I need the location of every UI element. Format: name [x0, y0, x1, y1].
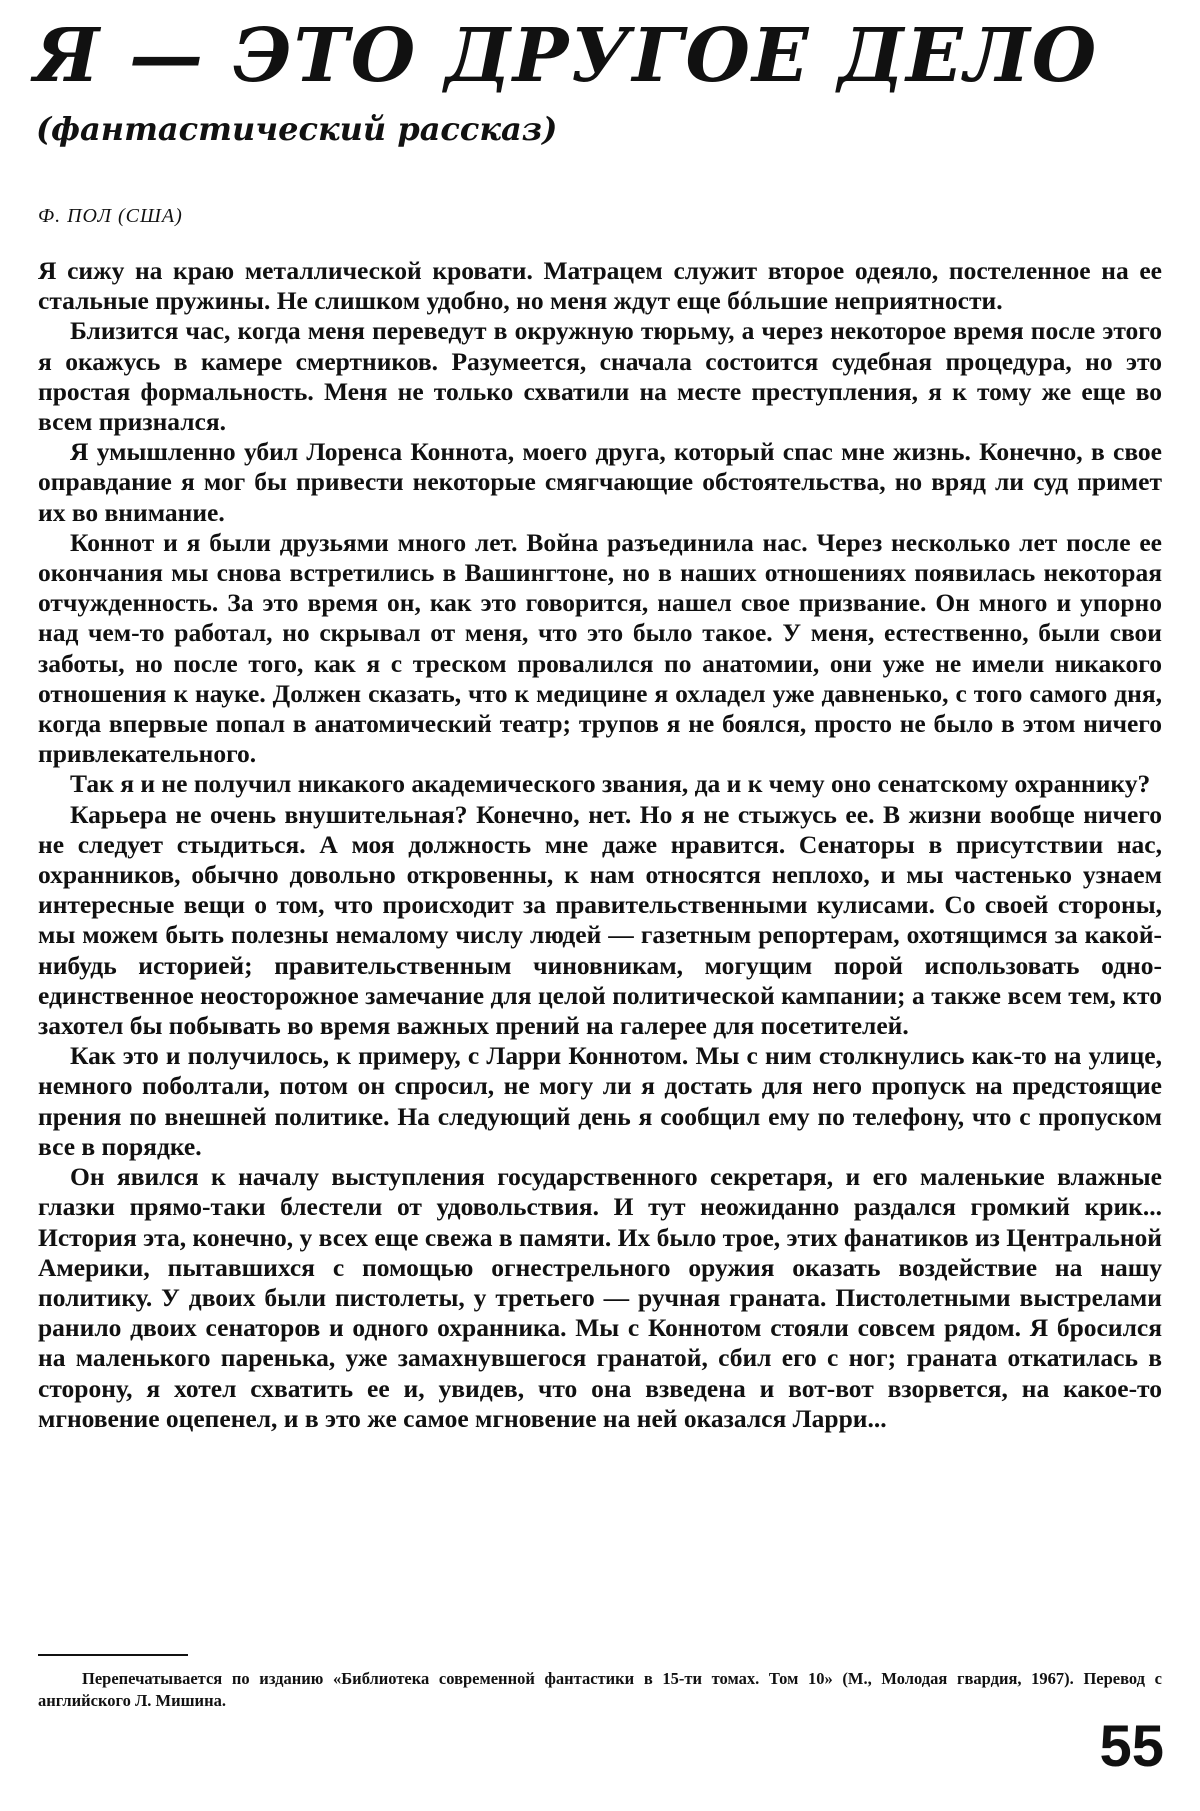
paragraph: Как это и получилось, к примеру, с Ларри Коннотом. Мы с ним столкнулись как-то на улице, немного поболтали, потом он спросил, не могу ли я достать для него пропуск на предстоящие прения по внешней политике. На следующий день я сообщил ему по телефону, что с пропуском все в порядке. [38, 1041, 1162, 1161]
footnote-divider [38, 1654, 188, 1656]
paragraph: Так я и не получил никакого академического звания, да и к чему оно сенатскому охраннику? [70, 769, 1151, 799]
page-number: 55 [1099, 1714, 1164, 1779]
paragraph: Коннот и я были друзьями много лет. Война разъединила нас. Через несколько лет после ее окончания мы снова встретились в Вашингтоне, но в наших отношениях появилась некоторая отчужденность. За это время он, как это говорится, нашел свое призвание. Он много и упорно над чем-то работал, но скрывал от меня, что это было такое. У меня, естественно, были свои заботы, но после того, как я с треском провалился по анатомии, они уже не имели никакого отношения к науке. Должен сказать, что к медицине я охладел уже давненько, с того самого дня, когда впервые попал в анатомический театр; трупов я не боялся, просто не было в этом ничего привлекательного. [38, 527, 1162, 769]
paragraph: Я сижу на краю металлической кровати. Матрацем служит второе одеяло, постеленное на ее стальные пружины. Не слишком удобно, но меня ждут еще бóльшие неприятности. [38, 256, 1162, 316]
footnote: Перепечатывается по изданию «Библиотека современной фантастики в 15-ти томах. Том 10» (М., Молодая гвардия, 1967). Перевод с английского Л. Мишина. [38, 1669, 1162, 1710]
article-title: Я — ЭТО ДРУГОЕ ДЕЛО [34, 13, 1099, 99]
article-body [38, 256, 1162, 1434]
article-subtitle: (фантастический рассказ) [36, 110, 558, 148]
author-byline: Ф. ПОЛ (США) [38, 205, 183, 227]
paragraph: Он явился к началу выступления государственного секретаря, и его маленькие влажные глазки прямо-таки блестели от удовольствия. И тут неожиданно раздался громкий крик... История эта, конечно, у всех еще свежа в памяти. Их было трое, этих фанатиков из Центральной Америки, пытавшихся с помощью огнестрельного оружия оказать воздействие на нашу политику. У двоих были пистолеты, у третьего — ручная граната. Пистолетными выстрелами ранило двоих сенаторов и одного охранника. Мы с Коннотом стояли совсем рядом. Я бросился на маленького паренька, уже замахнувшегося гранатой, сбил его с ног; граната откатилась в сторону, я хотел схватить ее и, увидев, что она взведена и вот-вот взорвется, на какое-то мгновение оцепенел, и в это же самое мгновение на ней оказался Ларри... [38, 1162, 1162, 1433]
paragraph: Близится час, когда меня переведут в окружную тюрьму, а через некоторое время после этого я окажусь в камере смертников. Разумеется, сначала состоится судебная процедура, но это простая формальность. Меня не только схватили на месте преступления, я к тому же еще во всем признался. [38, 316, 1162, 437]
paragraph: Я умышленно убил Лоренса Коннота, моего друга, который спас мне жизнь. Конечно, в свое оправдание я мог бы привести некоторые смягчающие обстоятельства, но вряд ли суд примет их во внимание. [38, 437, 1162, 527]
paragraph: Карьера не очень внушительная? Конечно, нет. Но я не стыжусь ее. В жизни вообще ничего не следует стыдиться. А моя должность мне даже нравится. Сенаторы в присутствии нас, охранников, обычно довольно откровенны, к нам относятся неплохо, и мы частенько узнаем интересные вещи о том, что происходит за правительственными кулисами. Со своей стороны, мы можем быть полезны немалому числу людей — газетным репортерам, охотящимся за какой-нибудь историей; правительственным чиновникам, могущим порой использовать одно-единственное неосторожное замечание для целой политической кампании; а также всем тем, кто захотел бы побывать во время важных прений на галерее для посетителей. [38, 799, 1162, 1041]
